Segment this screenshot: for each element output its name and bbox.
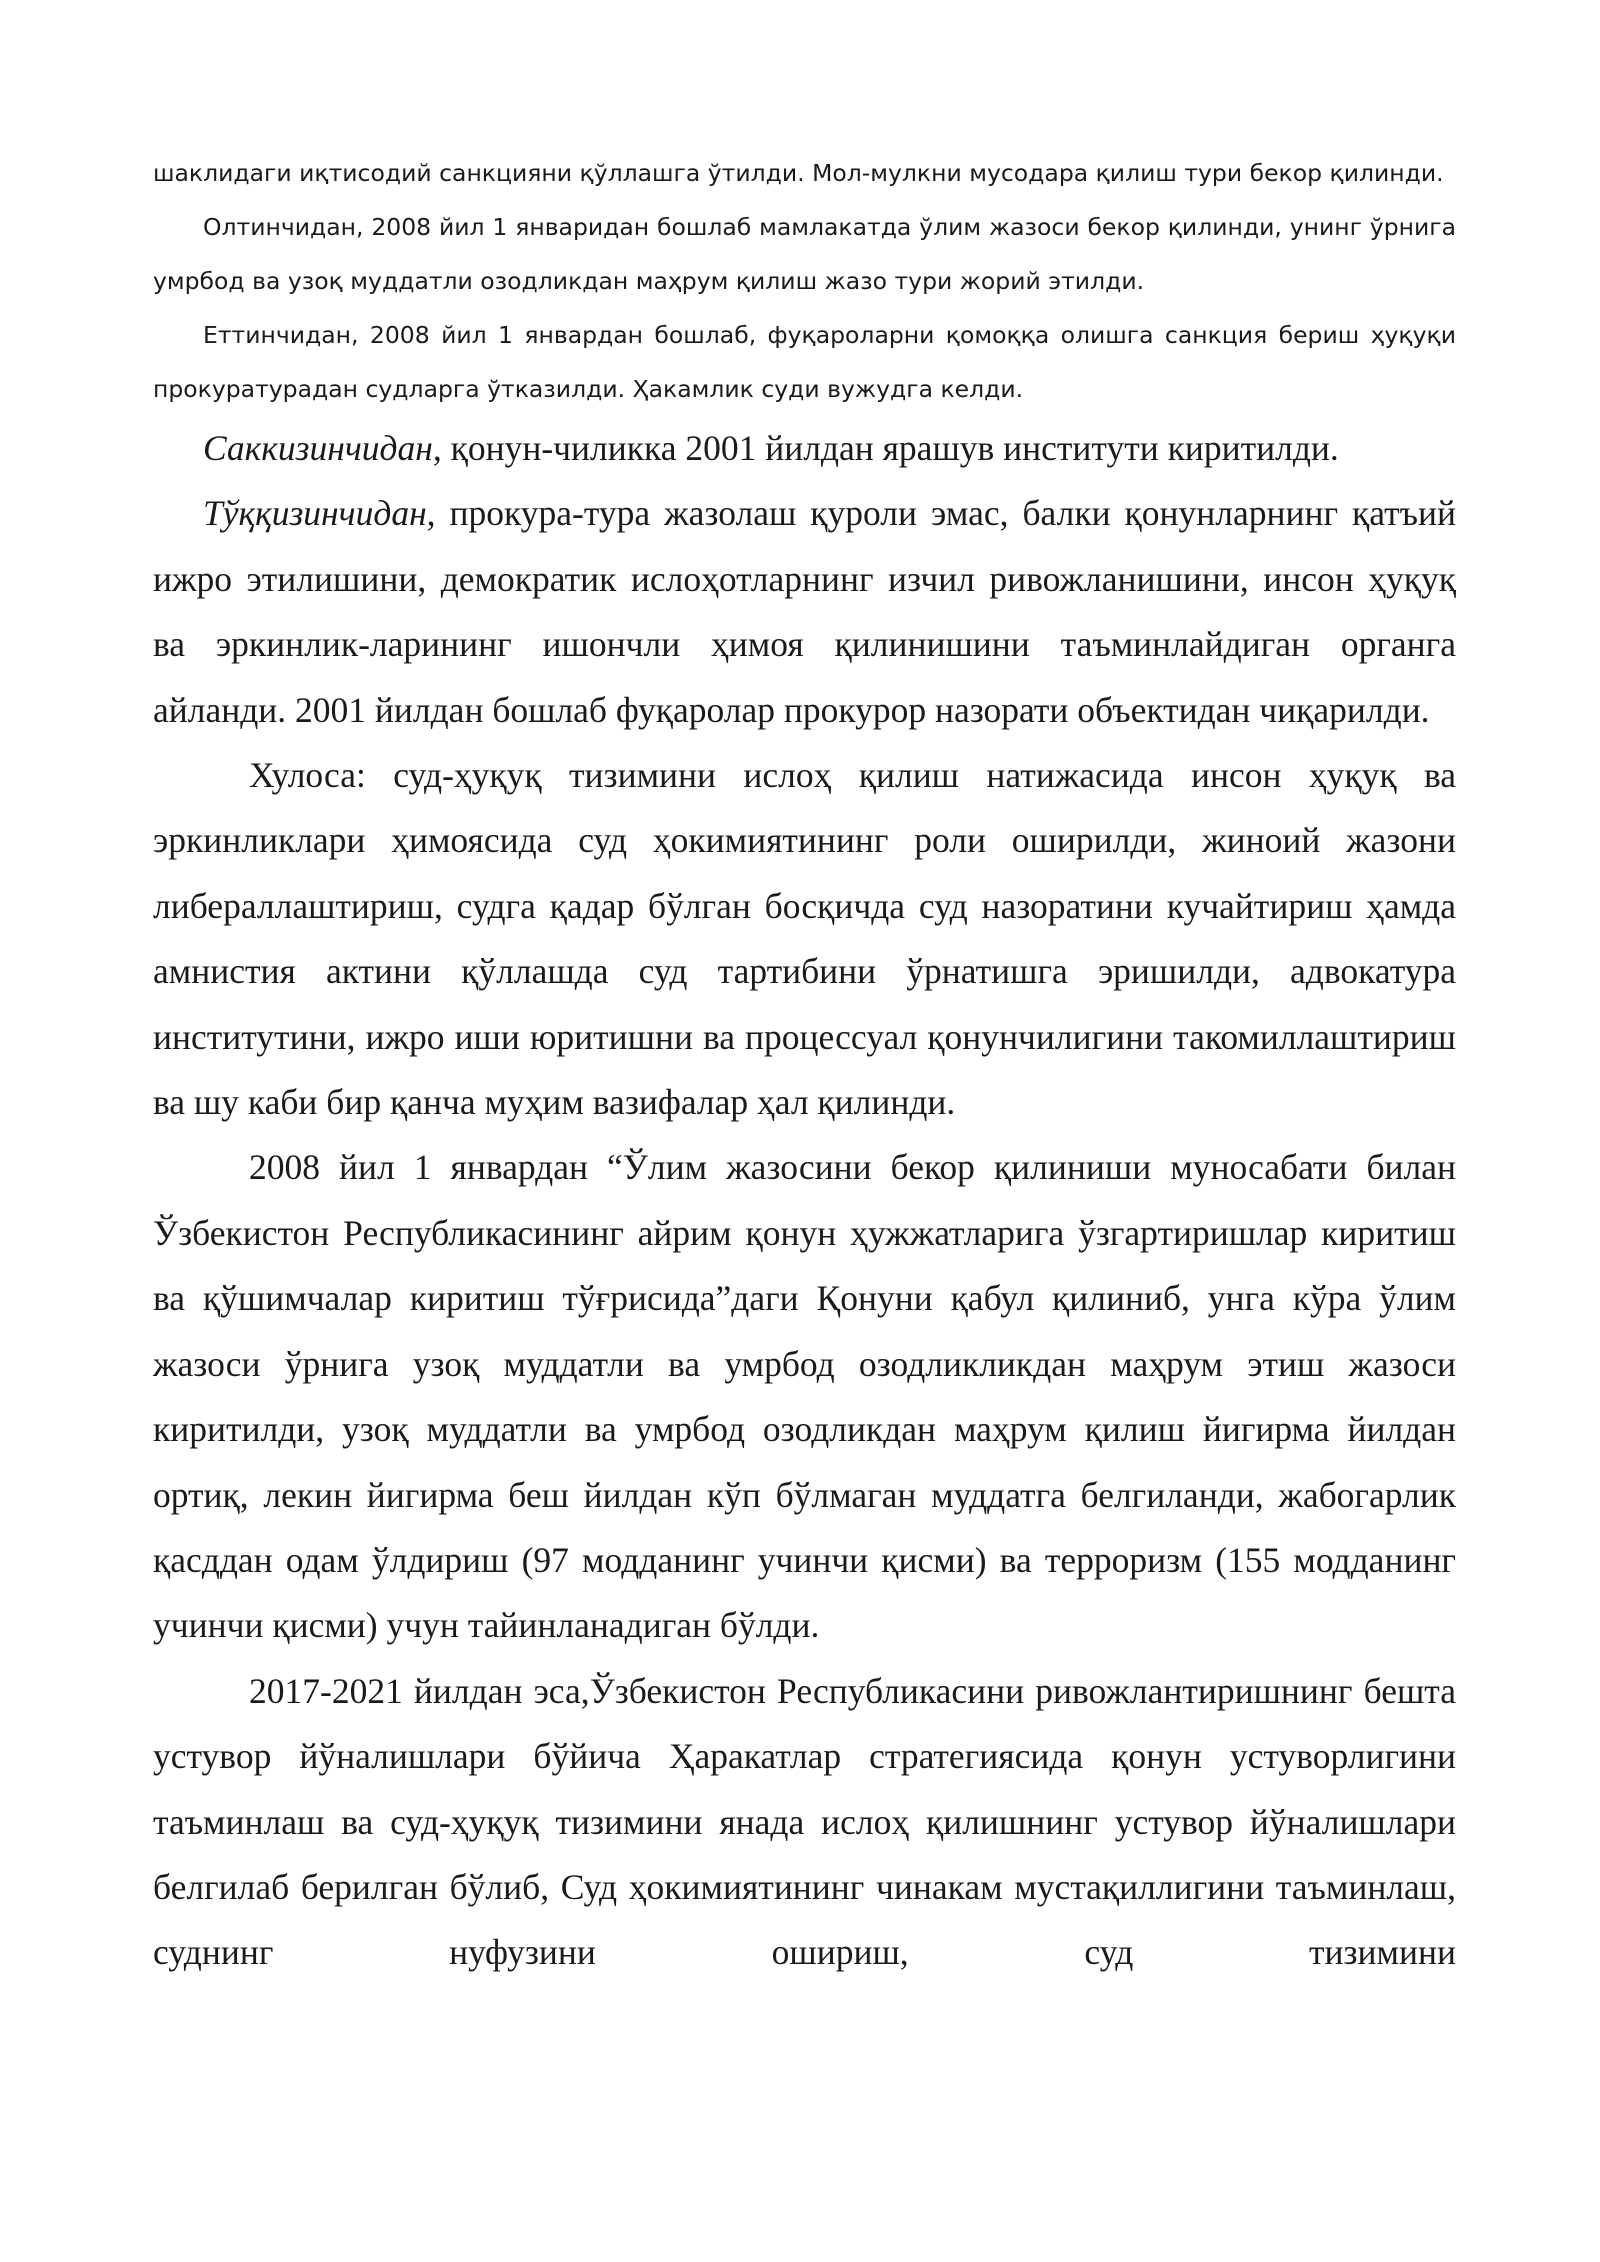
paragraph-text: Хулоса: суд-ҳуқуқ тизимини ислоҳ қилиш натижасида инсон ҳуқуқ ва эркинликлари ҳимоясида суд ҳокимиятининг роли оширилди, жиноий жазони либераллаштириш, судга қадар бўлган босқичда суд назоратини кучайтириш ҳамда амнистия актини қўллашда суд тартибини ўрнатишга эришилди, адвокатура институтини, ижро иши юритишни ва процессуал қонунчилигини такомиллаштириш ва шу каби бир қанча муҳим вазифалар ҳал қилинди. (153, 755, 1456, 1123)
paragraph-text: Олтинчидан, 2008 йил 1 январидан бошлаб мамлакатда ўлим жазоси бекор қилинди, унинг ўрнига умрбод ва узоқ муддатли озодликдан маҳрум қилиш жазо тури жорий этилди. (153, 213, 1456, 295)
document-body (153, 146, 1456, 1986)
paragraph-ninth-point (153, 481, 1456, 743)
paragraph-text: шаклидаги иқтисодий санкцияни қўллашга ўтилди. Мол-мулкни мусодара қилиш тури бекор қилинди. (153, 159, 1444, 187)
paragraph-sixth-point (153, 200, 1456, 308)
paragraph-2008-law (153, 1135, 1456, 1658)
paragraph-text: қонун-чиликка 2001 йилдан ярашув институти киритилди. (441, 428, 1339, 468)
paragraph-text: 2017-2021 йилдан эса,Ўзбекистон Республикасини ривожлантиришнинг бешта устувор йўналишлари бўйича Ҳаракатлар стратегиясида қонун устуворлигини таъминлаш ва суд-ҳуқуқ тизимини янада ислоҳ қилишнинг устувор йўналишлари белгилаб берилган бўлиб, Суд ҳокимиятининг чинакам мустақиллигини таъминлаш, суднинг нуфузини ошириш, суд тизимини (153, 1670, 1456, 1973)
paragraph-seventh-point (153, 308, 1456, 416)
paragraph-text: Еттинчидан, 2008 йил 1 январдан бошлаб, фуқароларни қомоққа олишга санкция бериш ҳуқуқи прокуратурадан судларга ўтказилди. Ҳакамлик суди вужудга келди. (153, 321, 1456, 403)
paragraph-lead-italic: Тўққизинчидан, (203, 493, 436, 534)
paragraph-conclusion (153, 743, 1456, 1135)
paragraph-text: прокура-тура жазолаш қуроли эмас, балки қонунларнинг қатъий ижро этилишини, демократик ислоҳотларнинг изчил ривожланишини, инсон ҳуқуқ ва эркинлик-ларининг ишончли ҳимоя қилинишини таъминлайдиган органга айланди. 2001 йилдан бошлаб фуқаролар прокурор назорати объектидан чиқарилди. (153, 493, 1456, 730)
paragraph-2017-2021-strategy (153, 1659, 1456, 1986)
paragraph-text: 2008 йил 1 январдан “Ўлим жазосини бекор қилиниши муносабати билан Ўзбекистон Республикасининг айрим қонун ҳужжатларига ўзгартиришлар киритиш ва қўшимчалар киритиш тўғрисида”даги Қонуни қабул қилиниб, унга кўра ўлим жазоси ўрнига узоқ муддатли ва умрбод озодликликдан маҳрум этиш жазоси киритилди, узоқ муддатли ва умрбод озодликдан маҳрум қилиш йигирма йилдан ортиқ, лекин йигирма беш йилдан кўп бўлмаган муддатга белгиланди, жабогарлик қасддан одам ўлдириш (97 модданинг учинчи қисми) ва терроризм (155 модданинг учинчи қисми) учун тайинланадиган бўлди. (153, 1147, 1456, 1646)
paragraph-eighth-point (153, 416, 1456, 481)
paragraph-lead-italic: Саккизинчидан, (203, 428, 442, 468)
paragraph-continuation (153, 146, 1456, 200)
